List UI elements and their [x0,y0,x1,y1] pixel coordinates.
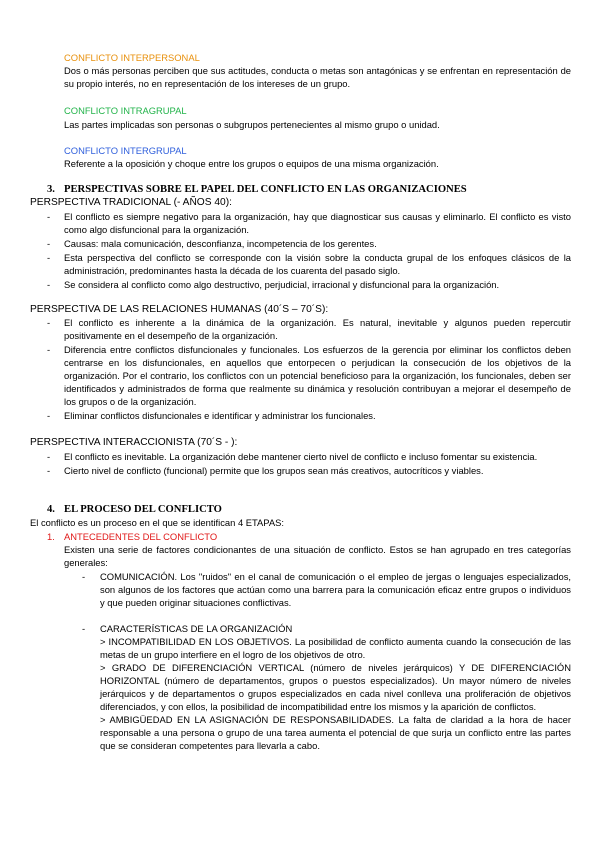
perspectiva-tradicional-heading: PERSPECTIVA TRADICIONAL (- AÑOS 40): [30,197,232,208]
list-item: - Diferencia entre conflictos disfuncionales y funcionales. Los esfuerzos de la gerencia por eliminar los conflictos deben centrarse en los disfuncionales, en aquellos que entorpecen o perjudican la consecución de los objetivos de la organización. Por el contrario, los conflictos con un potencial beneficioso para la organización, los funcionales, deben ser identificados y administrados de forma que realmente su dinámica y resolución contribuyan a mejorar el desempeño de los grupos o de la organización. [47,344,571,407]
section-4-title: EL PROCESO DEL CONFLICTO [64,504,222,515]
perspectiva-relaciones-heading: PERSPECTIVA DE LAS RELACIONES HUMANAS (40´S – 70´S): [30,304,329,315]
list-item: > INCOMPATIBILIDAD EN LOS OBJETIVOS. La posibilidad de conflicto aumenta cuando la consecución de las metas de un grupo interfiere en el logro de los objetivos de otro. [100,636,571,660]
list-item: - El conflicto es inevitable. La organización debe mantener cierto nivel de conflicto e incluso fomentar su existencia. [47,451,538,462]
list-item: - El conflicto es siempre negativo para la organización, hay que diagnosticar sus causas y eliminarlo. El conflicto es visto como algo disfuncional para la organización. [47,211,571,235]
list-item: - Se considera al conflicto como algo destructivo, perjudicial, irracional y disfuncional para la organización. [47,279,500,290]
list-item: > AMBIGÜEDAD EN LA ASIGNACIÓN DE RESPONSABILIDADES. La falta de claridad a la hora de hacer responsable a una persona o grupo de una tarea aumenta el potencial de que surja un conflicto entre las partes que se consideran competentes para llevarla a cabo. [100,714,571,751]
list-item: - Cierto nivel de conflicto (funcional) permite que los grupos sean más creativos, autocríticos y viables. [47,465,484,476]
conflicto-interpersonal-text: Dos o más personas perciben que sus actitudes, conducta o metas son antagónicas y se enfrentan en representación de su propio interés, no en representación de los intereses de un grupo. [64,65,571,89]
list-item: - Causas: mala comunicación, desconfianza, incompetencia de los gerentes. [47,238,377,249]
list-item: > GRADO DE DIFERENCIACIÓN VERTICAL (número de niveles jerárquicos) Y DE DIFERENCIACIÓN HORIZONTAL (número de departamentos, grupos o puestos especializados). Un mayor número de niveles jerárquicos y de departamentos o grupos especializados en cada nivel conlleva una proliferación de objetivos diferenciados, y con ellos, la posibilidad de incompatibilidad entre los mismos y la aparición de conflictos. [100,662,571,712]
dash-caracteristicas: - [82,623,86,634]
stage-1-intro: Existen una serie de factores condicionantes de una situación de conflicto. Estos se han agrupado en tres categorías generales: [64,544,571,568]
list-item: - El conflicto es inherente a la dinámica de la organización. Es natural, inevitable y algunos pueden repercutir positivamente en el desempeño de la organización. [47,317,571,341]
comunicacion-text: COMUNICACIÓN. Los "ruidos" en el canal de comunicación o el empleo de jergas o lenguajes especializados, son algunos de los factores que actúan como una barrera para la comunicación eficaz entre grupos o individuos y que pueden originar situaciones conflictivas. [100,571,571,608]
perspectiva-interaccionista-list [47,450,571,477]
stage-1-title: ANTECEDENTES DEL CONFLICTO [64,531,218,542]
conflicto-intragrupal-text: Las partes implicadas son personas o subgrupos pertenecientes al mismo grupo o unidad. [64,119,440,130]
list-item: - Esta perspectiva del conflicto se corresponde con la visión sobre la conducta grupal de los enfoques clásicos de la administración, predominantes hasta la década de los cuarenta del pasado siglo. [47,252,571,276]
perspectiva-interaccionista-heading: PERSPECTIVA INTERACCIONISTA (70´S - ): [30,437,238,448]
section-4-number: 4. [47,504,55,515]
conflicto-interpersonal-title: CONFLICTO INTERPERSONAL [64,52,200,63]
section-3-title: PERSPECTIVAS SOBRE EL PAPEL DEL CONFLICTO EN LAS ORGANIZACIONES [64,184,467,195]
dash-comunicacion: - [82,571,86,582]
perspectiva-tradicional-list [47,210,571,291]
list-item: - Eliminar conflictos disfuncionales e identificar y administrar los funcionales. [47,410,376,421]
section-3-number: 3. [47,184,55,195]
conflicto-intragrupal-title: CONFLICTO INTRAGRUPAL [64,105,187,116]
perspectiva-relaciones-list [47,316,571,422]
conflicto-intergrupal-title: CONFLICTO INTERGRUPAL [64,145,187,156]
section-4-intro: El conflicto es un proceso en el que se identifican 4 ETAPAS: [30,517,284,528]
caracteristicas-title: CARACTERÍSTICAS DE LA ORGANIZACIÓN [100,623,293,634]
conflicto-intergrupal-text: Referente a la oposición y choque entre los grupos o equipos de una misma organización. [64,158,439,169]
stage-1-number: 1. [47,531,55,542]
caracteristicas-sub-list [100,635,571,752]
